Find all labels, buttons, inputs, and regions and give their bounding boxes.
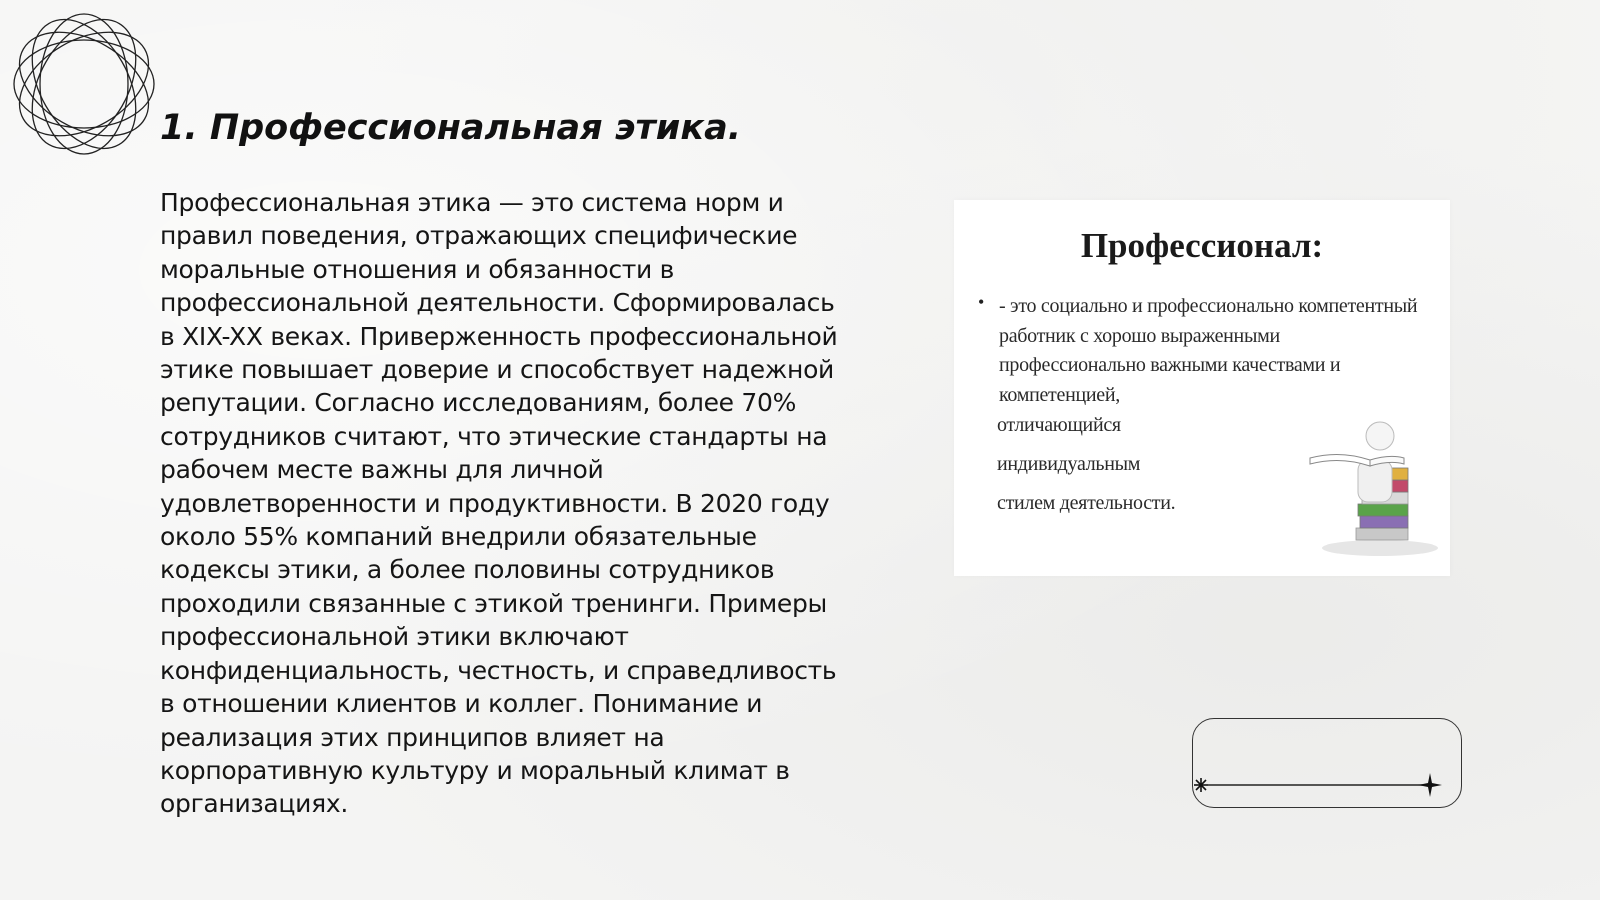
- body-paragraph: Профессиональная этика — это система норм и правил поведения, отражающих специфические моральные отношения и обязанности в профессиональной деятельности. Сформировалась в XIX-XX веках. Приверженность профессиональной этике повышает доверие и способствует надежной репутации. Согласно исследованиям, более 70% сотрудников считают, что этические стандарты на рабочем месте важны для личной удовлетворенности и продуктивности. В 2020 году около 55% компаний внедрили обязательные кодексы этики, а более половины сотрудников проходили связанные с этикой тренинги. Примеры профессиональной этики включают конфиденциальность, честность, и справедливость в отношении клиентов и коллег. Понимание и реализация этих принципов влияет на корпоративную культуру и моральный климат в организациях.: [160, 188, 838, 819]
- slide-title: 1. Профессиональная этика.: [160, 108, 742, 148]
- card-definition-text: - это социально и профессионально компетентный работник с хорошо выраженными профессионально важными качествами и компетенцией,: [999, 295, 1418, 406]
- card-line-2: индивидуальным: [997, 453, 1141, 475]
- card-line-3: стилем деятельности.: [997, 492, 1176, 514]
- person-reading-book-icon: [1300, 400, 1440, 560]
- card-line-1: отличающийся: [997, 414, 1121, 436]
- four-point-star-icon: [1418, 773, 1442, 797]
- spirograph-ornament-icon: [10, 10, 158, 158]
- bullet-marker: •: [978, 292, 985, 312]
- card-title: Профессионал:: [1080, 226, 1324, 265]
- professional-definition-image: [954, 200, 1450, 576]
- decorative-line: [1188, 770, 1450, 800]
- sparkle-icon: [1194, 778, 1208, 792]
